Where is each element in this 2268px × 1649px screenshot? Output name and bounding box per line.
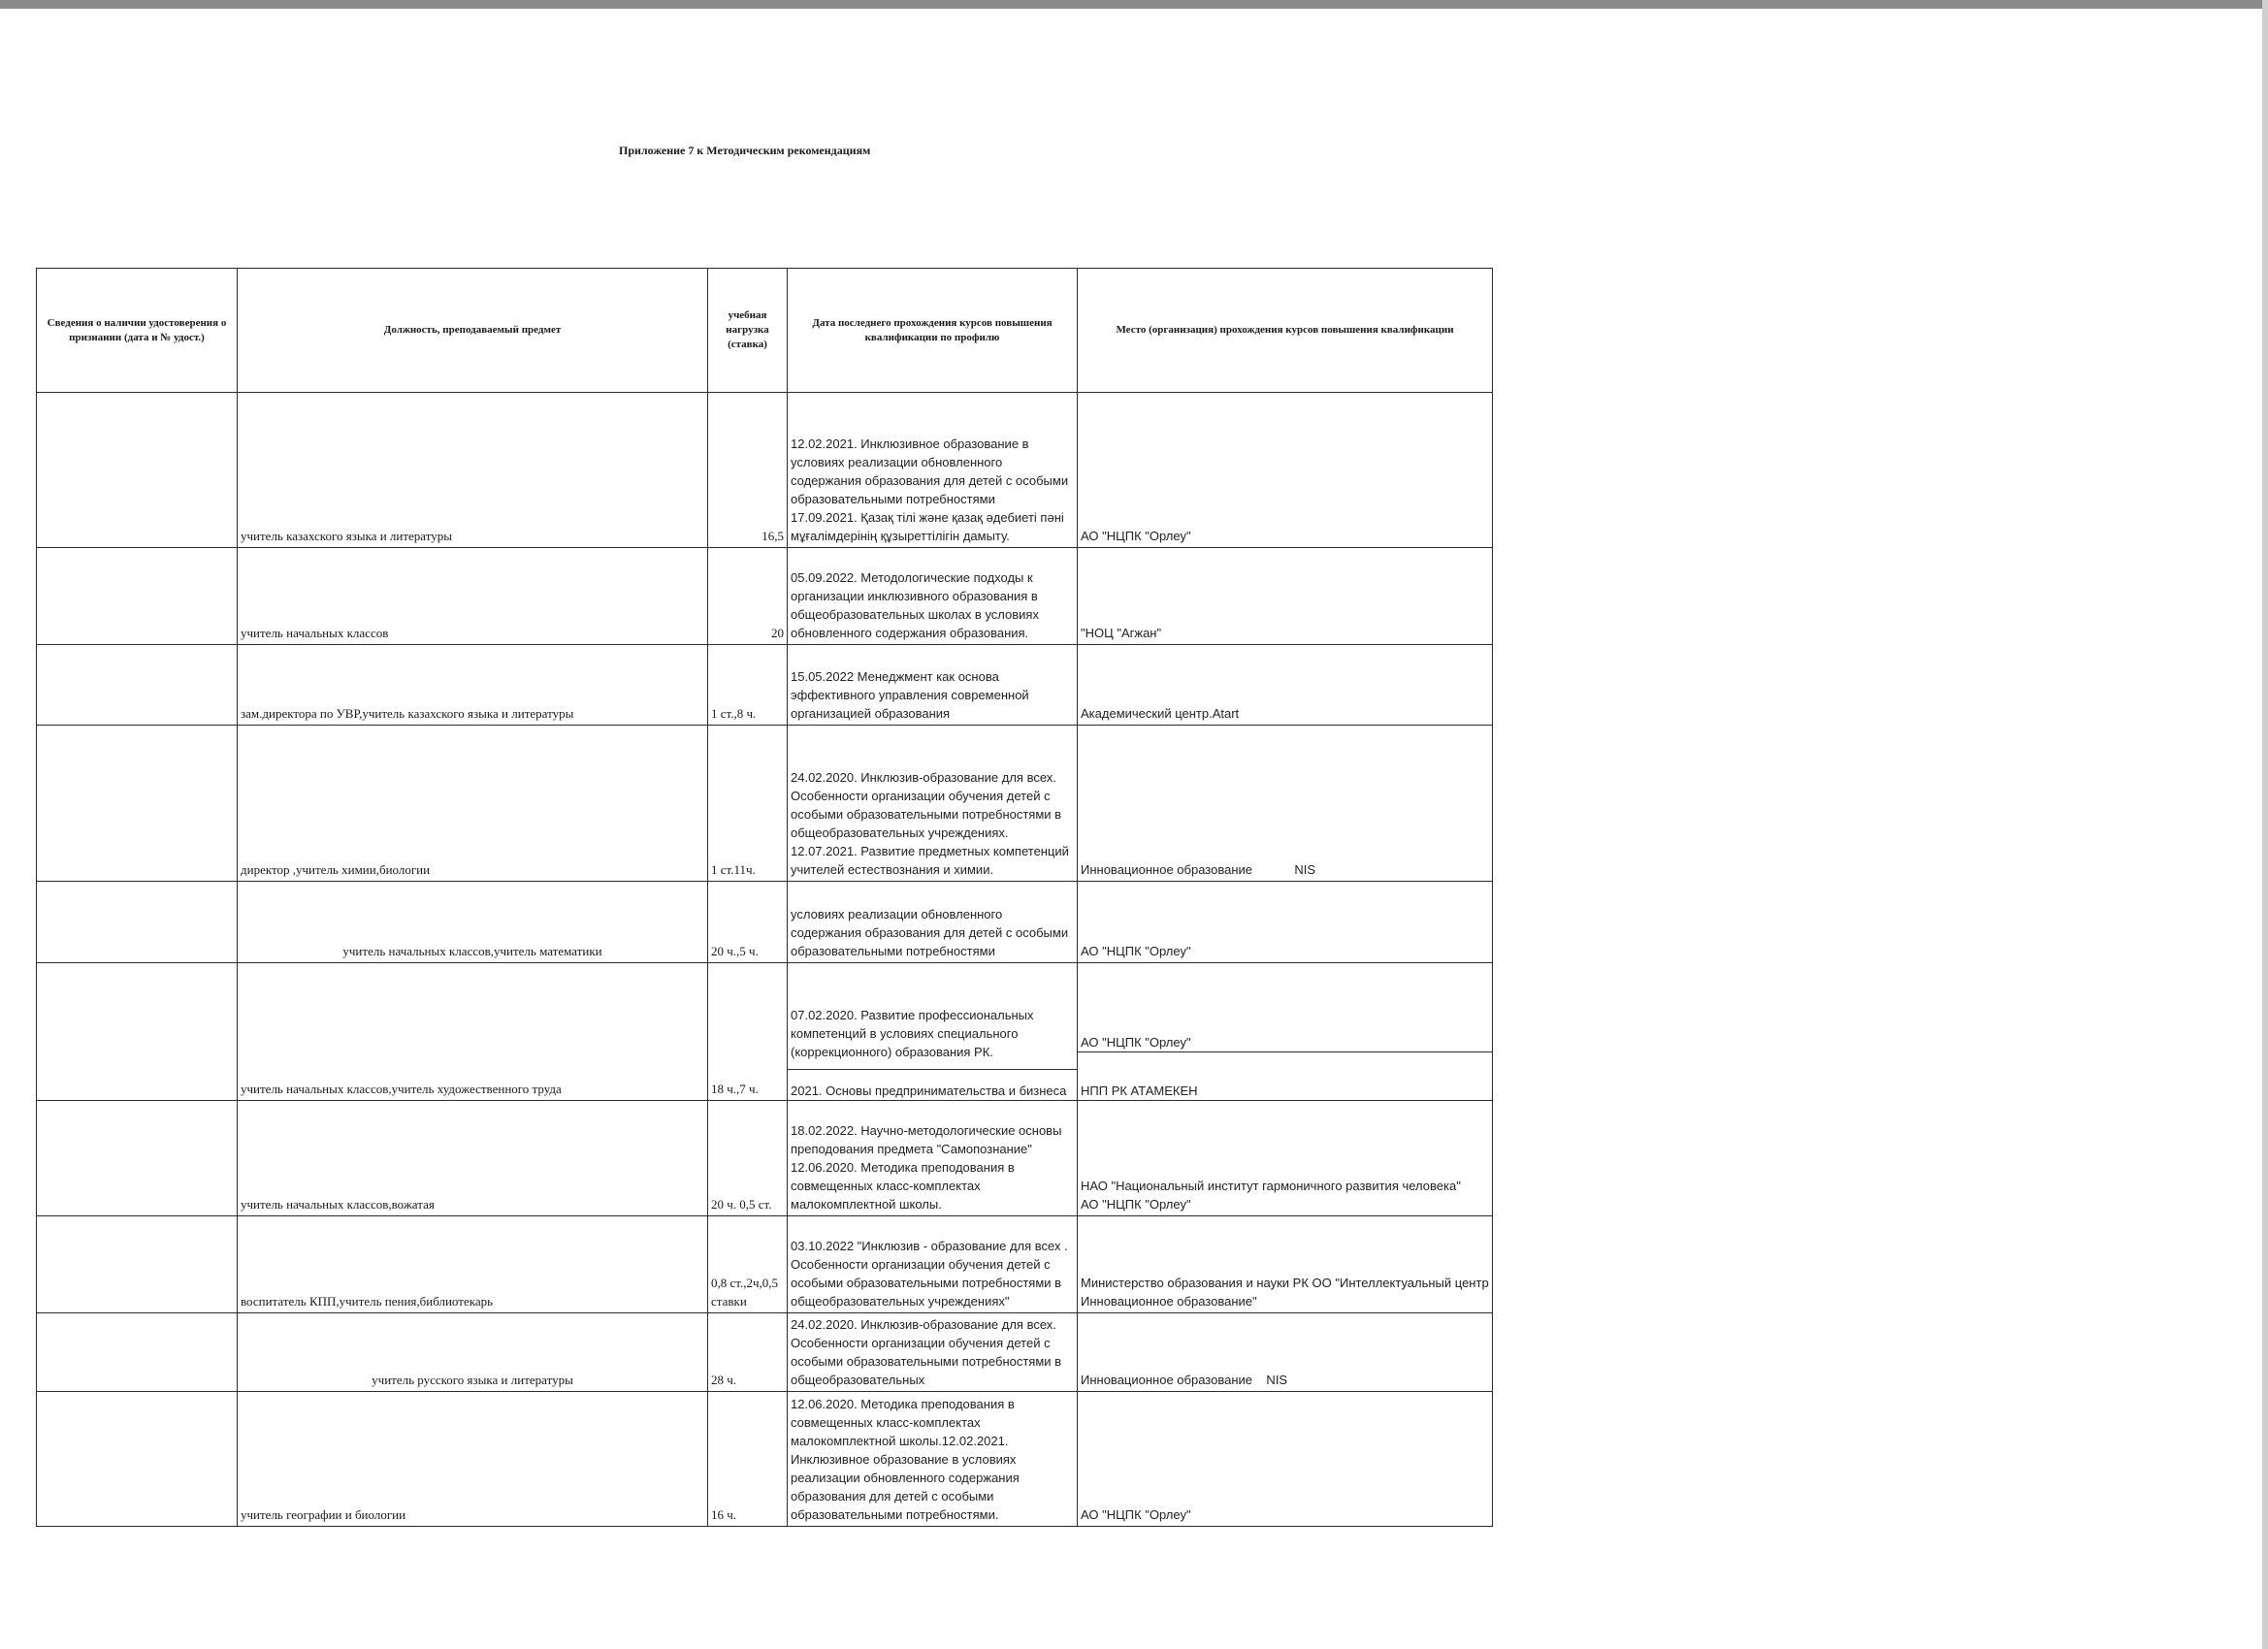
place-cell: Министерство образования и науки РК ОО "Интеллектуальный центр Инновационное образование" — [1078, 1216, 1493, 1313]
place-cell: НАО "Национальный институт гармоничного развития человека" АО "НЦПК "Орлеу" — [1078, 1101, 1493, 1216]
position-cell: директор ,учитель химии,биологии — [238, 726, 708, 882]
place-cell — [1078, 548, 1493, 645]
position-cell: учитель географии и биологии — [238, 1392, 708, 1527]
load-cell: 20 ч. 0,5 ст. — [708, 1101, 788, 1216]
place-text: Академический центр.Atart — [1081, 706, 1240, 721]
certificate-cell — [37, 1216, 238, 1313]
certificate-cell — [37, 548, 238, 645]
load-cell: 1 ст.11ч. — [708, 726, 788, 882]
place-text: АО "НЦПК "Орлеу" — [1081, 1507, 1191, 1522]
certificate-cell — [37, 726, 238, 882]
place-cell — [1078, 1392, 1493, 1527]
place-text: АО "НЦПК "Орлеу" — [1081, 529, 1191, 543]
course-subcell: 07.02.2020. Развитие профессиональных компетенций в условиях специального (коррекционного) образования РК. — [788, 992, 1077, 1070]
table-row — [37, 548, 1493, 645]
certificate-cell — [37, 882, 238, 963]
course-cell: условиях реализации обновленного содержания образования для детей с особыми образовательными потребностями — [788, 882, 1078, 963]
position-cell: зам.директора по УВР,учитель казахского языка и литературы — [238, 645, 708, 726]
place-cell — [1078, 882, 1493, 963]
qualification-table — [36, 268, 1493, 1527]
certificate-cell — [37, 645, 238, 726]
scan-top-edge — [0, 0, 2268, 9]
place-text: "НОЦ "Агжан" — [1081, 626, 1162, 640]
load-cell: 28 ч. — [708, 1313, 788, 1392]
place-text: АО "НЦПК "Орлеу" — [1081, 944, 1191, 958]
course-cell: 03.10.2022 "Инклюзив - образование для всех . Особенности организации обучения детей с особыми образовательными потребностями в общеобразовательных учреждениях" — [788, 1216, 1078, 1313]
table-row — [37, 393, 1493, 548]
certificate-cell — [37, 393, 238, 548]
place-cell — [1078, 726, 1493, 882]
table-row — [37, 963, 1493, 1101]
place-cell — [1078, 963, 1493, 1101]
table-row — [37, 726, 1493, 882]
table-row — [37, 1313, 1493, 1392]
course-cell: 15.05.2022 Менеджмент как основа эффективного управления современной организацией образования — [788, 645, 1078, 726]
table-row — [37, 882, 1493, 963]
load-cell: 16 ч. — [708, 1392, 788, 1527]
header-course-place: Место (организация) прохождения курсов повышения квалификации — [1078, 269, 1493, 393]
position-cell: учитель русского языка и литературы — [238, 1313, 708, 1392]
certificate-cell — [37, 1392, 238, 1527]
position-cell: учитель начальных классов,вожатая — [238, 1101, 708, 1216]
course-cell: 24.02.2020. Инклюзив-образование для всех. Особенности организации обучения детей с особыми образовательными потребностями в общеобразовательных — [788, 1313, 1078, 1392]
document-title: Приложение 7 к Методическим рекомендациям — [619, 144, 871, 157]
place-cell — [1078, 393, 1493, 548]
load-cell: 20 — [708, 548, 788, 645]
header-row — [37, 269, 1493, 393]
position-cell: учитель начальных классов,учитель художественного труда — [238, 963, 708, 1101]
certificate-cell — [37, 1101, 238, 1216]
table-row — [37, 1101, 1493, 1216]
header-course-date: Дата последнего прохождения курсов повышения квалификации по профилю — [788, 269, 1078, 393]
course-subcell: 2021. Основы предпринимательства и бизнеса — [791, 1083, 1067, 1098]
scan-right-edge — [2262, 0, 2268, 1649]
table-row — [37, 1216, 1493, 1313]
position-cell: учитель начальных классов,учитель математики — [238, 882, 708, 963]
load-cell: 18 ч.,7 ч. — [708, 963, 788, 1101]
position-cell: учитель начальных классов — [238, 548, 708, 645]
header-certificate: Сведения о наличии удостоверения о признании (дата и № удост.) — [37, 269, 238, 393]
place-cell — [1078, 1313, 1493, 1392]
position-cell: учитель казахского языка и литературы — [238, 393, 708, 548]
table-row — [37, 1392, 1493, 1527]
load-cell: 20 ч.,5 ч. — [708, 882, 788, 963]
certificate-cell — [37, 963, 238, 1101]
place-text: Инновационное образование NIS — [1081, 1373, 1288, 1387]
load-cell: 1 ст.,8 ч. — [708, 645, 788, 726]
course-cell: 18.02.2022. Научно-методологические основы преподования предмета "Самопознание" 12.06.2020. Методика преподования в совмещенных класс-комплектах малокомплектной школы. — [788, 1101, 1078, 1216]
certificate-cell — [37, 1313, 238, 1392]
table-row — [37, 645, 1493, 726]
header-position: Должность, преподаваемый предмет — [238, 269, 708, 393]
course-cell — [788, 963, 1078, 1101]
course-cell: 24.02.2020. Инклюзив-образование для всех. Особенности организации обучения детей с особыми образовательными потребностями в общеобразовательных учреждениях. 12.07.2021. Развитие предметных компетенций учителей естествознания и химии. — [788, 726, 1078, 882]
course-cell: 12.06.2020. Методика преподования в совмещенных класс-комплектах малокомплектной школы.12.02.2021. Инклюзивное образование в условиях реализации обновленного содержания образования для детей с особыми образовательными потребностями. — [788, 1392, 1078, 1527]
place-subcell: АО "НЦПК "Орлеу" — [1078, 975, 1492, 1052]
header-load: учебная нагрузка (ставка) — [708, 269, 788, 393]
place-text: Инновационное образование NIS — [1081, 862, 1315, 877]
place-cell — [1078, 645, 1493, 726]
position-cell: воспитатель КПП,учитель пения,библиотекарь — [238, 1216, 708, 1313]
course-cell: 12.02.2021. Инклюзивное образование в условиях реализации обновленного содержания образования для детей с особыми образовательными потребностями 17.09.2021. Қазақ тілі және қазақ әдебиеті пәні мұғалімдерінің құзыреттілігін дамыту. — [788, 393, 1078, 548]
load-cell: 16,5 — [708, 393, 788, 548]
place-subcell: НПП РК АТАМЕКЕН — [1081, 1083, 1198, 1098]
course-cell: 05.09.2022. Методологические подходы к организации инклюзивного образования в общеобразовательных школах в условиях обновленного содержания образования. — [788, 548, 1078, 645]
load-cell: 0,8 ст.,2ч,0,5 ставки — [708, 1216, 788, 1313]
